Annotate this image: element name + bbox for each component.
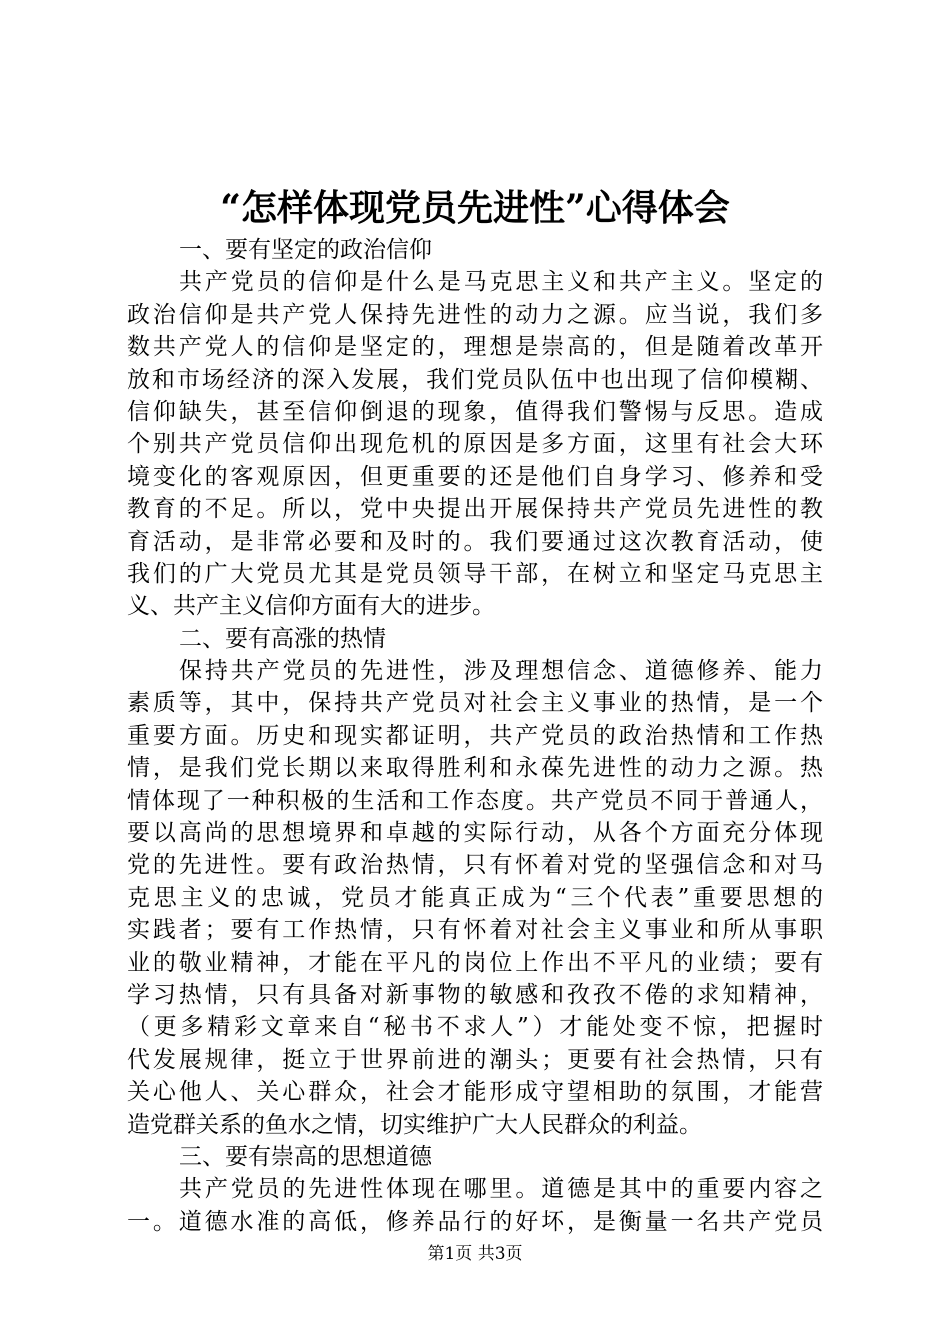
text-line: 情体现了一种积极的生活和工作态度。共产党员不同于普通人， — [127, 787, 823, 814]
text-line: 个别共产党员信仰出现危机的原因是多方面，这里有社会大环 — [127, 431, 823, 458]
text-line: 一。道德水准的高低，修养品行的好坏，是衡量一名共产党员 — [127, 1208, 823, 1235]
text-line: 情，是我们党长期以来取得胜利和永葆先进性的动力之源。热 — [127, 755, 823, 782]
text-line: 三、要有崇高的思想道德 — [179, 1143, 432, 1170]
text-line: 造党群关系的鱼水之情，切实维护广大人民群众的利益。 — [127, 1111, 702, 1138]
document-body — [127, 234, 823, 1238]
text-line: 一、要有坚定的政治信仰 — [179, 237, 432, 263]
text-line: 数共产党人的信仰是坚定的，理想是崇高的，但是随着改革开 — [127, 334, 823, 361]
text-line: 要以高尚的思想境界和卓越的实际行动，从各个方面充分体现 — [127, 820, 823, 847]
text-line: 我们的广大党员尤其是党员领导干部，在树立和坚定马克思主 — [127, 560, 823, 587]
text-line: 实践者；要有工作热情，只有怀着对社会主义事业和所从事职 — [127, 917, 823, 944]
text-line: 保持共产党员的先进性，涉及理想信念、道德修养、能力 — [179, 658, 823, 685]
text-line: 共产党员的先进性体现在哪里。道德是其中的重要内容之 — [179, 1176, 823, 1203]
text-line: 政治信仰是共产党人保持先进性的动力之源。应当说，我们多 — [127, 301, 823, 328]
text-line: 育活动，是非常必要和及时的。我们要通过这次教育活动，使 — [127, 528, 823, 555]
text-line: 代发展规律，挺立于世界前进的潮头；更要有社会热情，只有 — [127, 1046, 823, 1073]
text-line: 境变化的客观原因，但更重要的还是他们自身学习、修养和受 — [127, 463, 823, 490]
text-line: 二、要有高涨的热情 — [179, 625, 386, 652]
text-line: 重要方面。历史和现实都证明，共产党员的政治热情和工作热 — [127, 722, 823, 749]
text-line: 放和市场经济的深入发展，我们党员队伍中也出现了信仰模糊、 — [127, 366, 823, 393]
text-line: 教育的不足。所以，党中央提出开展保持共产党员先进性的教 — [127, 496, 823, 523]
text-line: 党的先进性。要有政治热情，只有怀着对党的坚强信念和对马 — [127, 852, 823, 879]
text-line: 义、共产主义信仰方面有大的进步。 — [127, 593, 495, 620]
text-line: 业的敬业精神，才能在平凡的岗位上作出不平凡的业绩；要有 — [127, 949, 823, 976]
text-line: 学习热情，只有具备对新事物的敏感和孜孜不倦的求知精神， — [127, 981, 823, 1008]
page-footer: 第1页 共3页 — [427, 1244, 523, 1264]
text-line: 共产党员的信仰是什么是马克思主义和共产主义。坚定的 — [179, 269, 823, 296]
document-title: “怎样体现党员先进性”心得体会 — [220, 187, 730, 229]
text-line: 信仰缺失，甚至信仰倒退的现象，值得我们警惕与反思。造成 — [127, 398, 823, 425]
text-line: 克思主义的忠诚，党员才能真正成为“三个代表”重要思想的 — [127, 884, 823, 911]
text-line: （更多精彩文章来自“秘书不求人”）才能处变不惊，把握时 — [127, 1014, 823, 1041]
text-line: 关心他人、关心群众，社会才能形成守望相助的氛围，才能营 — [127, 1079, 823, 1106]
text-line: 素质等，其中，保持共产党员对社会主义事业的热情，是一个 — [127, 690, 823, 717]
